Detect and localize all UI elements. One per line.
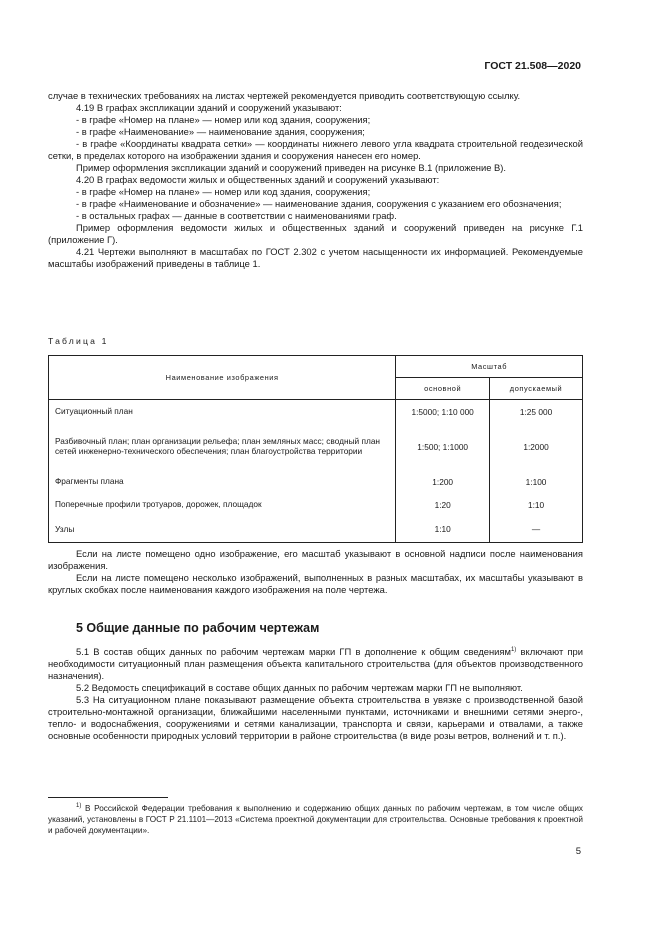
footnote-divider — [48, 797, 168, 798]
paragraph-5-1 — [48, 646, 583, 682]
cell-name: Разбивочный план; план организации рельефа; план земляных масс; сводный план сетей инженерно-технического обеспечения; план благоустройства территории — [49, 424, 396, 470]
list-item: - в графе «Номер на плане» — номер или код здания, сооружения; — [76, 114, 371, 125]
cell-allowed-scale: 1:100 — [490, 470, 583, 494]
cell-main-scale: 1:200 — [396, 470, 490, 494]
after-table-text — [48, 548, 583, 596]
column-header-scale: Масштаб — [396, 356, 583, 378]
table-row — [49, 517, 583, 543]
page-number: 5 — [575, 846, 581, 857]
cell-allowed-scale: 1:25 000 — [490, 400, 583, 424]
footnote-mark: 1) — [76, 803, 82, 809]
cell-name: Фрагменты плана — [49, 470, 396, 494]
cell-main-scale: 1:20 — [396, 494, 490, 517]
section-5-text — [48, 646, 583, 742]
document-code-header: ГОСТ 21.508—2020 — [484, 60, 581, 72]
paragraph-multiple-images: Если на листе помещено несколько изображений, выполненных в разных масштабах, их масштабы указывают в круглых скобках после наименования каждого изображения на поле чертежа. — [48, 572, 583, 595]
paragraph-4-19: 4.19 В графах экспликации зданий и сооружений указывают: — [76, 102, 342, 113]
cell-name: Узлы — [49, 517, 396, 543]
paragraph-continuation: случае в технических требованиях на листах чертежей рекомендуется приводить соответствующую ссылку. — [48, 90, 521, 101]
paragraph-4-21: 4.21 Чертежи выполняют в масштабах по ГОСТ 2.302 с учетом насыщенности их информацией. Рекомендуемые масштабы изображений приведены в таблице 1. — [48, 246, 583, 269]
paragraph-5-2: 5.2 Ведомость спецификаций в составе общих данных по рабочим чертежам марки ГП не выполняют. — [76, 682, 523, 693]
paragraph-4-20: 4.20 В графах ведомости жилых и общественных зданий и сооружений указывают: — [76, 174, 440, 185]
top-text-block — [48, 90, 583, 270]
list-item: - в графе «Наименование» — наименование здания, сооружения; — [76, 126, 365, 137]
cell-main-scale: 1:5000; 1:10 000 — [396, 400, 490, 424]
paragraph-5-1-text: 5.1 В состав общих данных по рабочим чертежам марки ГП в дополнение к общим сведениям — [76, 646, 511, 657]
cell-main-scale: 1:500; 1:1000 — [396, 424, 490, 470]
paragraph-example-v1: Пример оформления экспликации зданий и сооружений приведен на рисунке В.1 (приложение В). — [76, 162, 507, 173]
cell-main-scale: 1:10 — [396, 517, 490, 543]
list-item: - в графе «Номер на плане» — номер или код здания, сооружения; — [76, 186, 371, 197]
list-item: - в остальных графах — данные в соответствии с наименованиями граф. — [76, 210, 397, 221]
list-item: - в графе «Наименование и обозначение» — наименование здания, сооружения с указанием его обозначения; — [76, 198, 562, 209]
column-header-main: основной — [396, 378, 490, 400]
table-row — [49, 424, 583, 470]
paragraph-single-image: Если на листе помещено одно изображение, его масштаб указывают в основной надписи после наименования изображения. — [48, 548, 583, 571]
column-header-name: Наименование изображения — [49, 356, 396, 400]
paragraph-example-g1: Пример оформления ведомости жилых и общественных зданий и сооружений приведен на рисунке Г.1 (приложение Г). — [48, 222, 583, 245]
cell-name: Ситуационный план — [49, 400, 396, 424]
cell-allowed-scale: 1:10 — [490, 494, 583, 517]
footnote — [48, 803, 583, 836]
column-header-allowed: допускаемый — [490, 378, 583, 400]
table-row — [49, 470, 583, 494]
table-caption: Таблица 1 — [48, 336, 109, 346]
footnote-reference[interactable]: 1) — [510, 647, 517, 653]
cell-allowed-scale: 1:2000 — [490, 424, 583, 470]
table-row — [49, 494, 583, 517]
section-heading: 5 Общие данные по рабочим чертежам — [76, 621, 320, 635]
footnote-text: В Российской Федерации требования к выполнению и содержанию общих данных по рабочим чертежам, в том числе общих указаний, установлены в ГОСТ Р 21.1101—2013 «Система проектной документации для строительства. Основные требования к проектной и рабочей документации». — [48, 804, 583, 835]
cell-name: Поперечные профили тротуаров, дорожек, площадок — [49, 494, 396, 517]
cell-allowed-scale: — — [490, 517, 583, 543]
paragraph-5-1-text-continued: включают при необходимости ситуационный план размещения объекта капитального строительства (для объектов производственного назначения). — [48, 646, 584, 681]
list-item: - в графе «Координаты квадрата сетки» — координаты нижнего левого угла квадрата строительной геодезической сетки, в пределах которого на изображении здания и сооружения нанесен его номер. — [48, 138, 583, 161]
scale-table — [48, 355, 583, 543]
paragraph-5-3: 5.3 На ситуационном плане показывают размещение объекта строительства в увязке с производственной базой строительно-монтажной организации, ближайшими населенными пунктами, источниками и внешними сетями энерго-, тепло- и водоснабжения, сооружениями и сетями канализации, транспорта и связи, карьерами и отвалами, а также основные особенности природных условий территории в районе строительства (в виде розы ветров, волнений и т. п.). — [48, 694, 583, 741]
table-row — [49, 400, 583, 424]
